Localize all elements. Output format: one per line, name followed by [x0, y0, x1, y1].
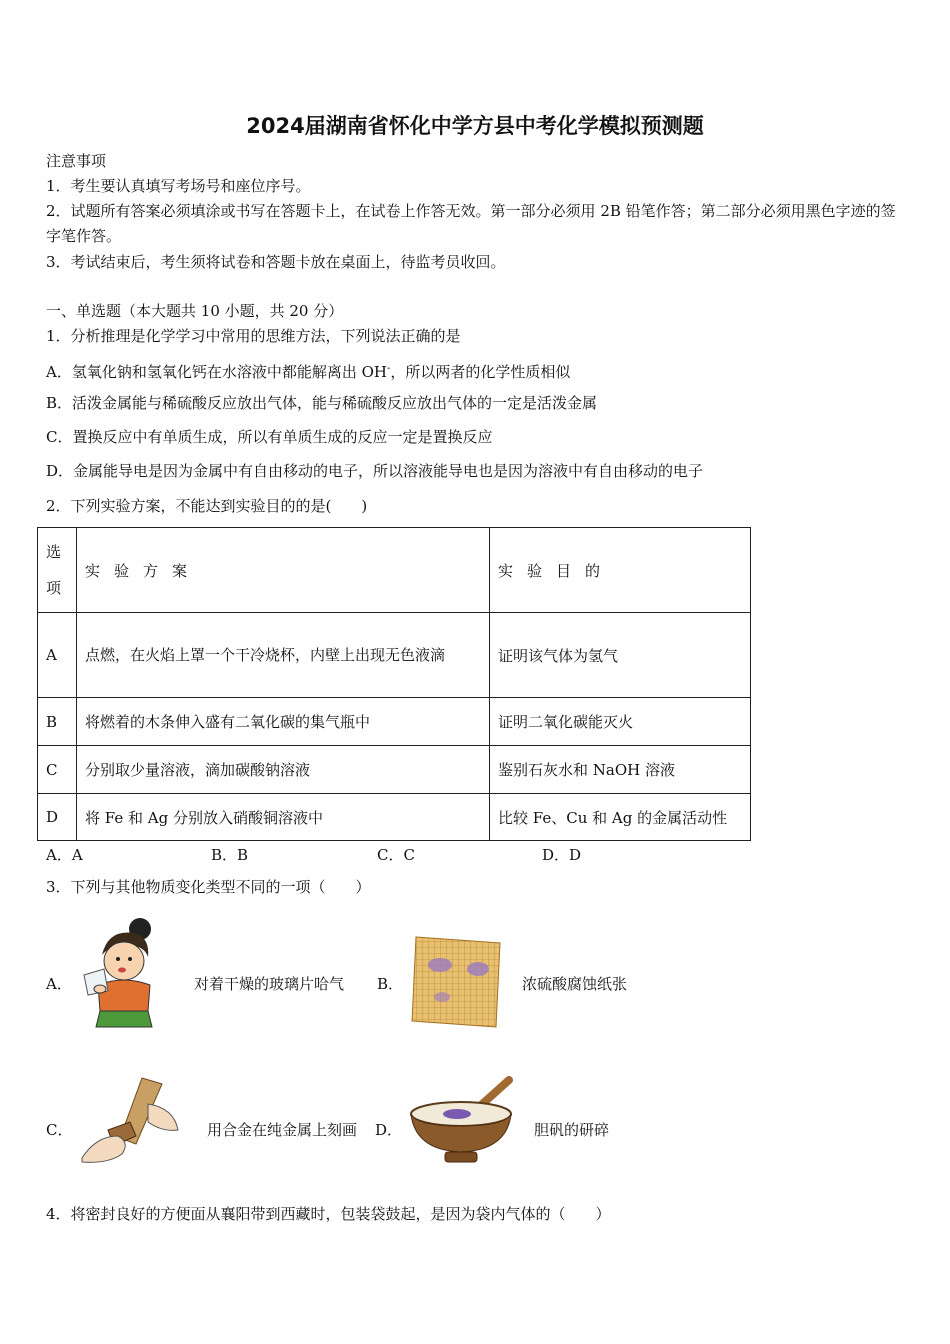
- row-a-goal: 证明该气体为氢气: [490, 613, 751, 698]
- header-goal: 实验目的: [490, 528, 751, 613]
- notice-heading: 注意事项: [46, 152, 107, 170]
- q3-c-text: 用合金在纯金属上刻画: [207, 1121, 358, 1139]
- q1-option-b: B．活泼金属能与稀硫酸反应放出气体，能与稀硫酸反应放出气体的一定是活泼金属: [46, 394, 598, 412]
- table-row: [38, 794, 751, 841]
- row-b-plan: 将燃着的木条伸入盛有二氧化碳的集气瓶中: [77, 698, 490, 746]
- row-c-goal: 鉴别石灰水和 NaOH 溶液: [490, 746, 751, 794]
- q3-a-text: 对着干燥的玻璃片哈气: [194, 975, 345, 993]
- row-d-plan: 将 Fe 和 Ag 分别放入硝酸铜溶液中: [77, 794, 490, 841]
- q1-option-a-sup: -: [386, 363, 391, 374]
- row-b-goal: 证明二氧化碳能灭火: [490, 698, 751, 746]
- q3-b-label: B．: [377, 975, 404, 993]
- header-option-line1: 选: [46, 543, 62, 561]
- page-title: 2024届湖南省怀化中学方县中考化学模拟预测题: [246, 114, 704, 138]
- header-option: [38, 528, 77, 613]
- notice-item-1: 1．考生要认真填写考场号和座位序号。: [46, 177, 311, 195]
- header-option-line2: 项: [46, 579, 62, 597]
- q4-stem: 4．将密封良好的方便面从襄阳带到西藏时，包装袋鼓起，是因为袋内气体的（ ）: [46, 1205, 611, 1223]
- section-heading: 一、单选题（本大题共 10 小题，共 20 分）: [46, 302, 344, 320]
- row-d-option: D: [38, 794, 77, 841]
- girl-breathing-image: [78, 915, 170, 1030]
- q1-option-a-post: ，所以两者的化学性质相似: [390, 363, 571, 381]
- q3-a-label: A．: [46, 975, 72, 993]
- table-row: [38, 746, 751, 794]
- q3-b-text: 浓硫酸腐蚀纸张: [522, 975, 628, 993]
- q1-option-d: D．金属能导电是因为金属中有自由移动的电子，所以溶液能导电也是因为溶液中有自由移动的电子: [46, 462, 704, 480]
- q3-d-text: 胆矾的研碎: [534, 1121, 610, 1139]
- corroded-paper-image: [410, 935, 504, 1029]
- q2-answer-c: C．C: [377, 846, 415, 864]
- q2-stem: 2．下列实验方案，不能达到实验目的的是( ): [46, 497, 368, 515]
- mortar-pestle-image: [405, 1072, 517, 1168]
- row-b-option: B: [38, 698, 77, 746]
- q2-answer-d: D．D: [542, 846, 582, 864]
- row-a-option: A: [38, 613, 77, 698]
- notice-item-2: 2．试题所有答案必须填涂或书写在答题卡上，在试卷上作答无效。第一部分必须用 2B 铅笔作答；第二部分必须用黑色字迹的签字笔作答。: [46, 202, 896, 245]
- row-c-option: C: [38, 746, 77, 794]
- alloy-scratch-image: [78, 1074, 184, 1166]
- table-row: [38, 698, 751, 746]
- q1-option-c: C．置换反应中有单质生成，所以有单质生成的反应一定是置换反应: [46, 428, 493, 446]
- q1-option-a: [46, 358, 570, 383]
- q3-c-label: C．: [46, 1121, 73, 1139]
- q2-answer-b: B．B: [211, 846, 249, 864]
- q3-d-label: D．: [375, 1121, 403, 1139]
- q1-stem: 1．分析推理是化学学习中常用的思维方法，下列说法正确的是: [46, 327, 461, 345]
- header-plan: 实验方案: [77, 528, 490, 613]
- row-c-plan: 分别取少量溶液，滴加碳酸钠溶液: [77, 746, 490, 794]
- table-header-row: [38, 528, 751, 613]
- q3-stem: 3．下列与其他物质变化类型不同的一项（ ）: [46, 878, 371, 896]
- notice-item-3: 3．考试结束后，考生须将试卷和答题卡放在桌面上，待监考员收回。: [46, 253, 506, 271]
- row-a-plan: 点燃，在火焰上罩一个干冷烧杯，内壁上出现无色液滴: [77, 613, 490, 698]
- q1-option-a-pre: A．氢氧化钠和氢氧化钙在水溶液中都能解离出 OH: [46, 363, 387, 381]
- table-row: [38, 613, 751, 698]
- q2-answer-a: A．A: [46, 846, 83, 864]
- experiment-table: [37, 527, 751, 841]
- row-d-goal: 比较 Fe、Cu 和 Ag 的金属活动性: [490, 794, 751, 841]
